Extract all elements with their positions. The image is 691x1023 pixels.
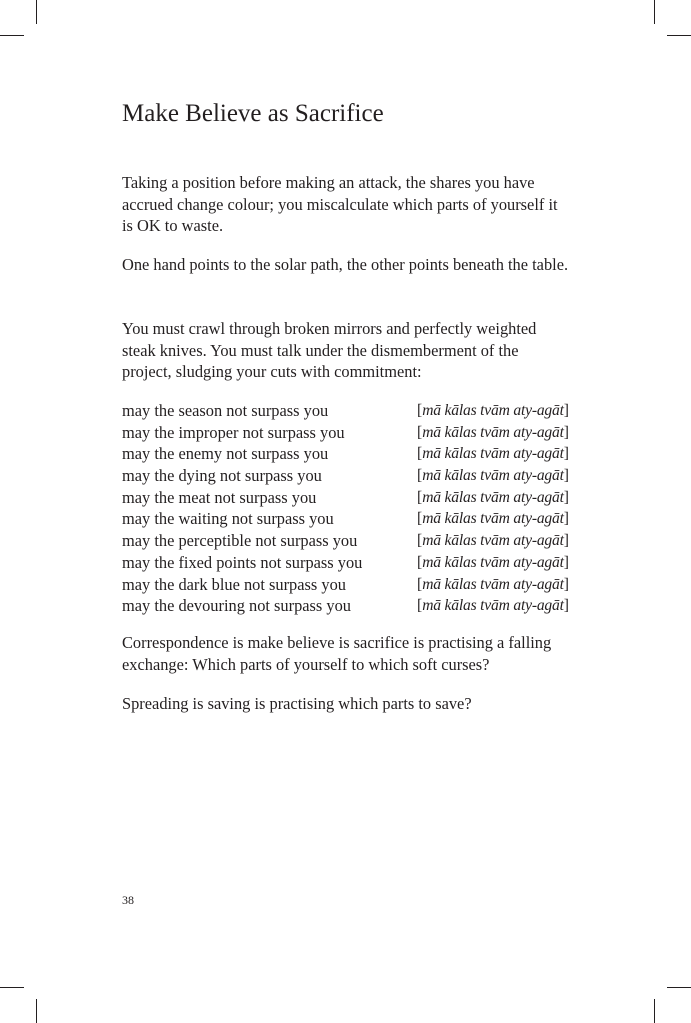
litany-line <box>122 487 570 509</box>
litany-line <box>122 465 570 487</box>
litany-english: may the meat not surpass you <box>122 487 317 507</box>
litany-sanskrit <box>417 552 569 574</box>
paragraph-2: One hand points to the solar path, the other points beneath the table. <box>122 255 569 274</box>
litany-line <box>122 400 570 422</box>
litany-line <box>122 595 570 617</box>
crop-mark-top-left-vertical <box>36 0 37 24</box>
crop-mark-top-right-horizontal <box>667 35 691 36</box>
sanskrit-text: mā kālas tvām aty-agāt <box>422 445 564 463</box>
open-bracket: [ <box>417 597 423 615</box>
sanskrit-text: mā kālas tvām aty-agāt <box>422 402 564 419</box>
open-bracket: [ <box>417 575 423 593</box>
open-bracket: [ <box>417 467 423 485</box>
paragraph-3: You must crawl through broken mirrors and perfectly weighted steak knives. You must talk under the dismemberment of the project, sludging your cuts with commitment: <box>122 319 537 381</box>
litany-list <box>122 400 570 617</box>
litany-sanskrit <box>417 400 569 422</box>
open-bracket: [ <box>417 553 423 571</box>
litany-english: may the season not surpass you <box>122 401 329 420</box>
close-bracket: ] <box>563 423 569 441</box>
litany-english: may the waiting not surpass you <box>122 509 334 529</box>
paragraph-5: Spreading is saving is practising which parts to save? <box>122 694 472 713</box>
close-bracket: ] <box>563 575 569 593</box>
sanskrit-text: mā kālas tvām aty-agāt <box>422 597 564 615</box>
open-bracket: [ <box>417 402 423 419</box>
litany-sanskrit <box>417 443 569 465</box>
sanskrit-text: mā kālas tvām aty-agāt <box>422 553 564 571</box>
page-number: 38 <box>122 893 134 907</box>
close-bracket: ] <box>563 488 569 506</box>
litany-sanskrit <box>417 465 569 487</box>
paragraph-1: Taking a position before making an attack, the shares you have accrued change colour; you miscalculate which parts of yourself it is OK to waste. <box>122 173 558 235</box>
litany-line <box>122 530 570 552</box>
open-bracket: [ <box>417 488 423 506</box>
litany-line <box>122 422 570 444</box>
sanskrit-text: mā kālas tvām aty-agāt <box>422 488 564 506</box>
crop-mark-bottom-left-horizontal <box>0 987 24 988</box>
litany-english: may the improper not surpass you <box>122 422 345 442</box>
page-title: Make Believe as Sacrifice <box>122 100 384 127</box>
sanskrit-text: mā kālas tvām aty-agāt <box>422 467 564 485</box>
close-bracket: ] <box>563 510 569 528</box>
sanskrit-text: mā kālas tvām aty-agāt <box>422 532 564 550</box>
close-bracket: ] <box>563 445 569 463</box>
litany-english: may the perceptible not surpass you <box>122 531 358 551</box>
litany-english: may the fixed points not surpass you <box>122 552 363 572</box>
litany-sanskrit <box>417 574 569 596</box>
litany-sanskrit <box>417 595 569 617</box>
sanskrit-text: mā kālas tvām aty-agāt <box>422 575 564 593</box>
litany-english: may the enemy not surpass you <box>122 444 329 464</box>
litany-sanskrit <box>417 508 569 530</box>
paragraph-4: Correspondence is make believe is sacrifice is practising a falling exchange: Which parts of yourself to which soft curses? <box>122 633 552 674</box>
close-bracket: ] <box>563 597 569 615</box>
crop-mark-bottom-right-horizontal <box>667 987 691 988</box>
close-bracket: ] <box>563 553 569 571</box>
litany-line <box>122 574 570 596</box>
close-bracket: ] <box>563 402 569 419</box>
open-bracket: [ <box>417 423 423 441</box>
crop-mark-top-right-vertical <box>654 0 655 24</box>
close-bracket: ] <box>563 467 569 485</box>
litany-sanskrit <box>417 487 569 509</box>
litany-line <box>122 552 570 574</box>
litany-line <box>122 508 570 530</box>
crop-mark-bottom-right-vertical <box>654 999 655 1023</box>
open-bracket: [ <box>417 510 423 528</box>
litany-sanskrit <box>417 530 569 552</box>
sanskrit-text: mā kālas tvām aty-agāt <box>422 423 564 441</box>
litany-english: may the dark blue not surpass you <box>122 574 346 594</box>
crop-mark-top-left-horizontal <box>0 35 24 36</box>
close-bracket: ] <box>563 532 569 550</box>
open-bracket: [ <box>417 445 423 463</box>
litany-sanskrit <box>417 422 569 444</box>
open-bracket: [ <box>417 532 423 550</box>
litany-english: may the dying not surpass you <box>122 466 322 486</box>
sanskrit-text: mā kālas tvām aty-agāt <box>422 510 564 528</box>
litany-english: may the devouring not surpass you <box>122 596 351 616</box>
litany-line <box>122 443 570 465</box>
crop-mark-bottom-left-vertical <box>36 999 37 1023</box>
